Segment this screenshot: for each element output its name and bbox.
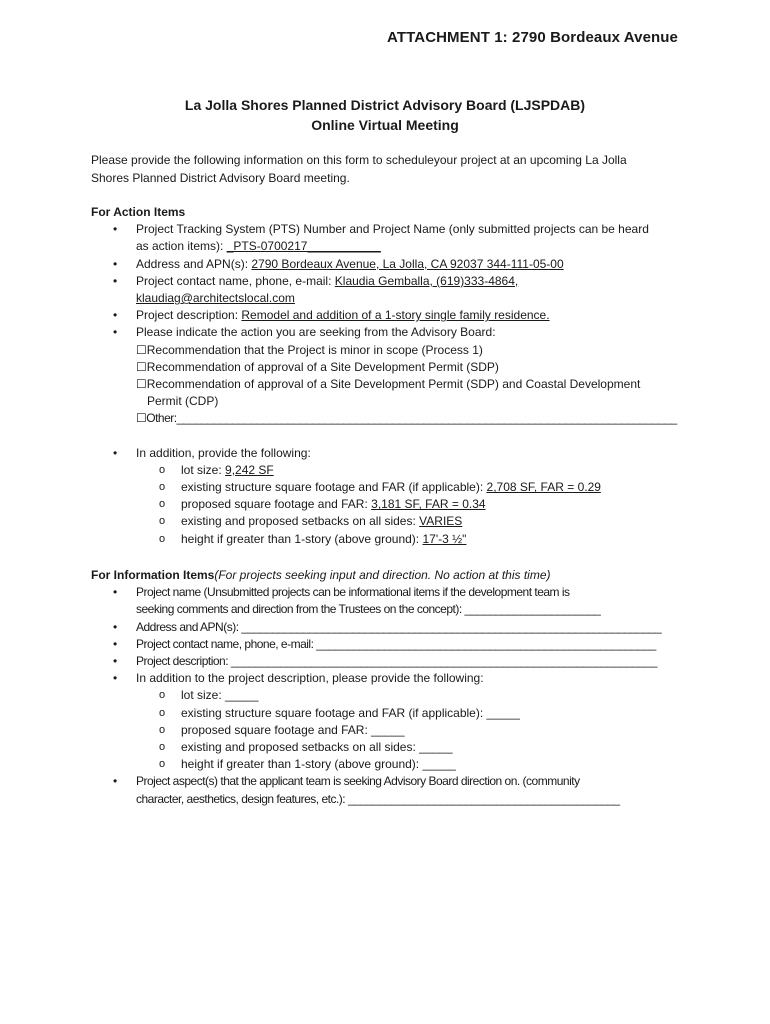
info-sub-setbacks[interactable]: o existing and proposed setbacks on all sides: _____ bbox=[91, 739, 691, 756]
existing-value[interactable]: 2,708 SF, FAR = 0.29 bbox=[486, 480, 601, 495]
list-item-action-sought bbox=[91, 324, 691, 427]
setbacks-value[interactable]: VARIES bbox=[419, 514, 463, 529]
information-items-list bbox=[91, 584, 691, 687]
checkbox-sdp-cdp[interactable]: ☐Recommendation of approval of a Site Development Permit (SDP) and Coastal Development bbox=[136, 377, 641, 392]
info-item-contact[interactable]: • Project contact name, phone, e-mail: _______________________________________________________ bbox=[91, 636, 691, 653]
description-label: Project description: bbox=[136, 308, 239, 323]
info-aspects-1: Project aspect(s) that the applicant team is seeking Advisory Board direction on. (community bbox=[136, 774, 580, 789]
list-item-description bbox=[91, 307, 691, 324]
checkbox-process-1[interactable]: ☐Recommendation that the Project is minor in scope (Process 1) bbox=[136, 342, 483, 357]
intro-line-2: Shores Planned District Advisory Board meeting. bbox=[91, 170, 350, 185]
list-item-address bbox=[91, 256, 691, 273]
existing-label: existing structure square footage and FAR (if applicable): bbox=[181, 480, 484, 495]
attachment-header: ATTACHMENT 1: 2790 Bordeaux Avenue bbox=[387, 29, 678, 46]
action-items-list bbox=[91, 221, 691, 427]
info-name-1: Project name (Unsubmitted projects can be informational items if the development team is bbox=[136, 585, 570, 600]
action-sought-label: Please indicate the action you are seeking from the Advisory Board: bbox=[136, 325, 496, 340]
action-additional-list bbox=[91, 445, 691, 462]
proposed-value[interactable]: 3,181 SF, FAR = 0.34 bbox=[371, 497, 486, 512]
info-sub-height[interactable]: o height if greater than 1-story (above ground): _____ bbox=[91, 756, 691, 773]
pts-label-2: as action items): bbox=[136, 239, 224, 254]
height-value[interactable]: 17'-3 ½" bbox=[422, 531, 467, 546]
info-item-description[interactable]: • Project description: _____________________________________________________________________ bbox=[91, 653, 691, 670]
title-line-1: La Jolla Shores Planned District Advisory Board (LJSPDAB) bbox=[184, 97, 586, 113]
address-label: Address and APN(s): bbox=[136, 256, 249, 271]
contact-value-2[interactable]: klaudiag@architectslocal.com bbox=[136, 291, 295, 306]
checkbox-sdp[interactable]: ☐Recommendation of approval of a Site Development Permit (SDP) bbox=[136, 359, 499, 374]
info-item-address[interactable]: • Address and APN(s): ____________________________________________________________________ bbox=[91, 619, 691, 636]
contact-value-1[interactable]: Klaudia Gemballa, (619)333-4864, bbox=[334, 273, 519, 288]
address-value[interactable]: 2790 Bordeaux Avenue, La Jolla, CA 92037 344-111-05-00 bbox=[251, 256, 564, 271]
list-item-addition bbox=[91, 445, 691, 462]
setbacks-label: existing and proposed setbacks on all sides: bbox=[181, 514, 416, 529]
page-title bbox=[0, 95, 770, 135]
sub-item-setbacks bbox=[91, 513, 691, 530]
info-name-2[interactable]: seeking comments and direction from the Trustees on the concept): ______________________ bbox=[136, 602, 601, 617]
lot-label: lot size: bbox=[181, 462, 222, 477]
title-line-2: Online Virtual Meeting bbox=[311, 117, 459, 133]
info-sub-lot[interactable]: o lot size: _____ bbox=[91, 687, 691, 704]
sub-item-height bbox=[91, 531, 691, 548]
pts-value[interactable]: _PTS-0700217___________ bbox=[226, 239, 381, 254]
information-items-section bbox=[91, 567, 691, 808]
proposed-label: proposed square footage and FAR: bbox=[181, 497, 368, 512]
info-item-aspects bbox=[91, 773, 691, 807]
action-items-section bbox=[91, 204, 691, 548]
checkbox-sdp-cdp-cont: Permit (CDP) bbox=[147, 394, 219, 409]
action-items-heading: For Action Items bbox=[91, 205, 186, 219]
sub-item-existing bbox=[91, 479, 691, 496]
list-item-contact bbox=[91, 273, 691, 307]
info-item-name bbox=[91, 584, 691, 618]
info-sub-proposed[interactable]: o proposed square footage and FAR: _____ bbox=[91, 722, 691, 739]
contact-label: Project contact name, phone, e-mail: bbox=[136, 273, 332, 288]
height-label: height if greater than 1-story (above ground): bbox=[181, 531, 420, 546]
action-sub-list bbox=[91, 462, 691, 548]
lot-value[interactable]: 9,242 SF bbox=[225, 462, 274, 477]
information-items-header bbox=[91, 567, 691, 584]
sub-item-lot bbox=[91, 462, 691, 479]
intro-line-1: Please provide the following information on this form to scheduleyour project at an upcoming La Jolla bbox=[91, 153, 627, 167]
information-items-note: (For projects seeking input and direction. No action at this time) bbox=[214, 568, 551, 582]
intro-paragraph bbox=[91, 152, 681, 187]
info-sub-list bbox=[91, 687, 691, 773]
info-sub-existing[interactable]: o existing structure square footage and FAR (if applicable): _____ bbox=[91, 705, 691, 722]
pts-label-1: Project Tracking System (PTS) Number and Project Name (only submitted projects can be heard bbox=[136, 222, 649, 237]
information-items-heading: For Information Items bbox=[91, 568, 215, 582]
info-item-addition: • In addition to the project description, please provide the following: bbox=[91, 670, 691, 687]
description-value[interactable]: Remodel and addition of a 1-story single family residence. bbox=[241, 308, 550, 323]
checkbox-other[interactable]: ☐Other:_________________________________________________________________________________ bbox=[136, 411, 677, 426]
info-aspects-list bbox=[91, 773, 691, 807]
info-aspects-2[interactable]: character, aesthetics, design features, etc.): ____________________________________________ bbox=[136, 791, 620, 806]
list-item-pts bbox=[91, 221, 691, 255]
addition-label: In addition, provide the following: bbox=[136, 445, 311, 460]
sub-item-proposed bbox=[91, 496, 691, 513]
